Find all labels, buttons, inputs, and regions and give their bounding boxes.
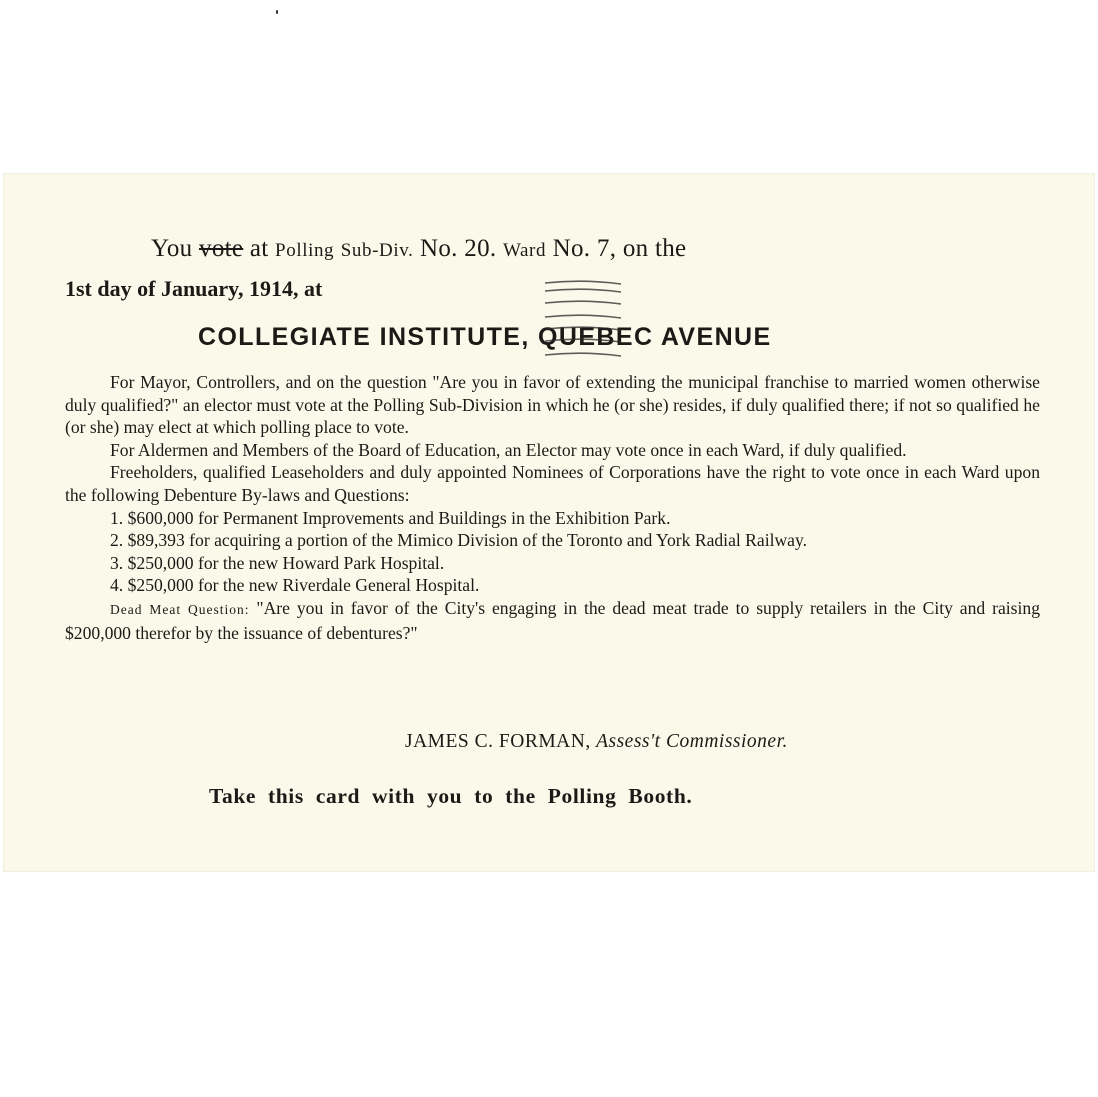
aldermen-paragraph: For Aldermen and Members of the Board of Education, an Elector may vote once in each Ward, if duly qualified. <box>110 439 907 460</box>
signature-name: JAMES C. FORMAN, <box>405 731 591 752</box>
word-at: at <box>249 235 269 262</box>
ink-speck <box>276 10 278 14</box>
election-date-line: 1st day of January, 1914, at <box>65 276 323 301</box>
subdiv-no-label: No. <box>420 235 458 262</box>
word-polling: Polling <box>275 240 335 261</box>
debenture-item-3: 3. $250,000 for the new Howard Park Hospital. <box>110 552 445 573</box>
notice-body <box>65 371 1040 644</box>
word-vote: vote <box>199 235 244 262</box>
debenture-item-4: 4. $250,000 for the new Riverdale General Hospital. <box>110 575 480 596</box>
polling-subdivision-line <box>151 235 686 263</box>
word-ward: Ward <box>503 240 547 261</box>
debenture-item-2: 2. $89,393 for acquiring a portion of the Mimico Division of the Toronto and York Radial Railway. <box>110 530 808 551</box>
word-you: You <box>151 235 193 262</box>
ward-number: 7, <box>596 235 617 262</box>
dead-meat-label: Dead Meat Question: <box>110 601 250 617</box>
voter-notice-card <box>3 173 1095 872</box>
subdiv-number: 20. <box>464 235 497 262</box>
mayor-paragraph: For Mayor, Controllers, and on the question "Are you in favor of extending the municipal franchise to married women otherwise duly qualified?" an elector must vote at the Polling Sub-Division in which he (or she) resides, if duly qualified there; if not so qualified he (or she) may elect at which polling place to vote. <box>65 372 1040 438</box>
ward-no-label: No. <box>552 235 591 262</box>
word-subdiv: Sub-Div. <box>340 240 414 261</box>
signature-title: Assess't Commissioner. <box>596 731 788 752</box>
debenture-item-1: 1. $600,000 for Permanent Improvements and Buildings in the Exhibition Park. <box>110 507 671 528</box>
freeholders-paragraph: Freeholders, qualified Leaseholders and duly appointed Nominees of Corporations have the right to vote once in each Ward upon the following Debenture By-laws and Questions: <box>65 462 1040 505</box>
card-footer-instruction: Take this card with you to the Polling Booth. <box>209 784 693 808</box>
dead-meat-paragraph <box>65 597 1040 644</box>
dead-meat-text: "Are you in favor of the City's engaging in the dead meat trade to supply retailers in the City and raising $200,000 therefor by the issuance of debentures?" <box>65 597 1040 643</box>
signature <box>405 731 788 753</box>
polling-location: COLLEGIATE INSTITUTE, QUEBEC AVENUE <box>198 323 772 351</box>
line1-tail: on the <box>622 235 687 262</box>
